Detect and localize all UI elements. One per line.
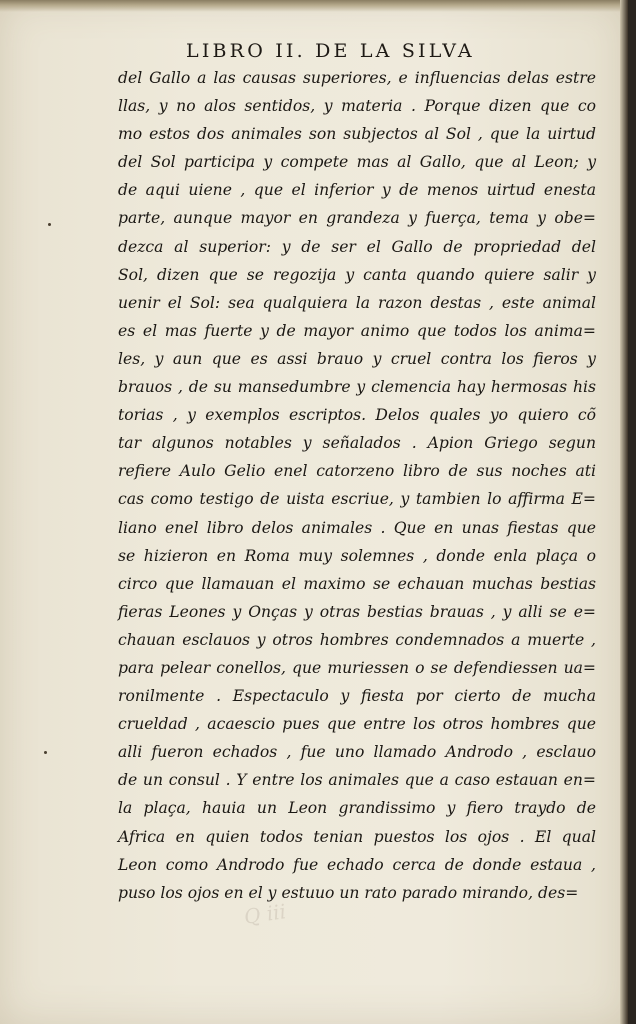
text-line: cas como testigo de uista escriue, y tambien lo affirma E= xyxy=(118,490,596,509)
text-line: ronilmente . Espectaculo y fiesta por cierto de mucha xyxy=(118,687,596,706)
text-line: Africa en quien todos tenian puestos los ojos . El qual xyxy=(118,827,596,846)
bleed-through-mark: Q iii xyxy=(242,899,288,929)
text-line: liano enel libro delos animales . Que en unas fiestas que xyxy=(118,518,596,537)
text-line: para pelear conellos, que muriessen o se defendiessen ua= xyxy=(118,658,596,677)
text-line: brauos , de su mansedumbre y clemencia hay hermosas his xyxy=(118,378,596,397)
body-text xyxy=(118,64,596,907)
margin-mark xyxy=(48,223,51,226)
text-line: Leon como Androdo fue echado cerca de donde estaua , xyxy=(118,855,596,874)
running-head: LIBRO II. DE LA SILVA xyxy=(186,40,475,62)
margin-mark xyxy=(44,751,47,754)
text-line: refiere Aulo Gelio enel catorzeno libro de sus noches ati xyxy=(118,462,596,481)
text-line: torias , y exemplos escriptos. Delos quales yo quiero cõ xyxy=(118,406,596,425)
text-line: circo que llamauan el maximo se echauan muchas bestias xyxy=(118,574,596,593)
text-line: de aqui uiene , que el inferior y de menos uirtud enesta xyxy=(118,181,596,200)
text-line: del Gallo a las causas superiores, e influencias delas estre xyxy=(118,69,596,87)
text-line: la plaça, hauia un Leon grandissimo y fiero traydo de xyxy=(118,799,596,818)
text-line: chauan esclauos y otros hombres condemnados a muerte , xyxy=(118,630,596,649)
text-line: llas, y no alos sentidos, y materia . Porque dizen que co xyxy=(118,97,596,116)
text-line: dezca al superior: y de ser el Gallo de propriedad del xyxy=(118,237,596,256)
text-line: parte, aunque mayor en grandeza y fuerça, tema y obe= xyxy=(118,209,596,228)
text-line: del Sol participa y compete mas al Gallo, que al Leon; y xyxy=(118,153,596,172)
text-line: se hizieron en Roma muy solemnes , donde enla plaça o xyxy=(118,546,596,565)
text-line: puso los ojos en el y estuuo un rato parado mirando, des= xyxy=(118,883,579,902)
text-line: crueldad , acaescio pues que entre los otros hombres que xyxy=(118,715,596,734)
text-line: les, y aun que es assi brauo y cruel contra los fieros y xyxy=(118,349,596,368)
text-line: alli fueron echados , fue uno llamado Androdo , esclauo xyxy=(118,743,596,762)
page-gutter-edge xyxy=(620,0,628,1024)
text-line: fieras Leones y Onças y otras bestias brauas , y alli se e= xyxy=(118,602,596,621)
text-line: tar algunos notables y señalados . Apion Griego segun xyxy=(118,434,596,453)
text-line: es el mas fuerte y de mayor animo que todos los anima= xyxy=(118,321,596,340)
text-line: mo estos dos animales son subjectos al Sol , que la uirtud xyxy=(118,125,596,144)
text-line: uenir el Sol: sea qualquiera la razon destas , este animal xyxy=(118,293,596,312)
text-line: de un consul . Y entre los animales que a caso estauan en= xyxy=(118,771,596,790)
page-top-edge xyxy=(0,0,628,12)
text-line: Sol, dizen que se regozija y canta quando quiere salir y xyxy=(118,265,596,284)
